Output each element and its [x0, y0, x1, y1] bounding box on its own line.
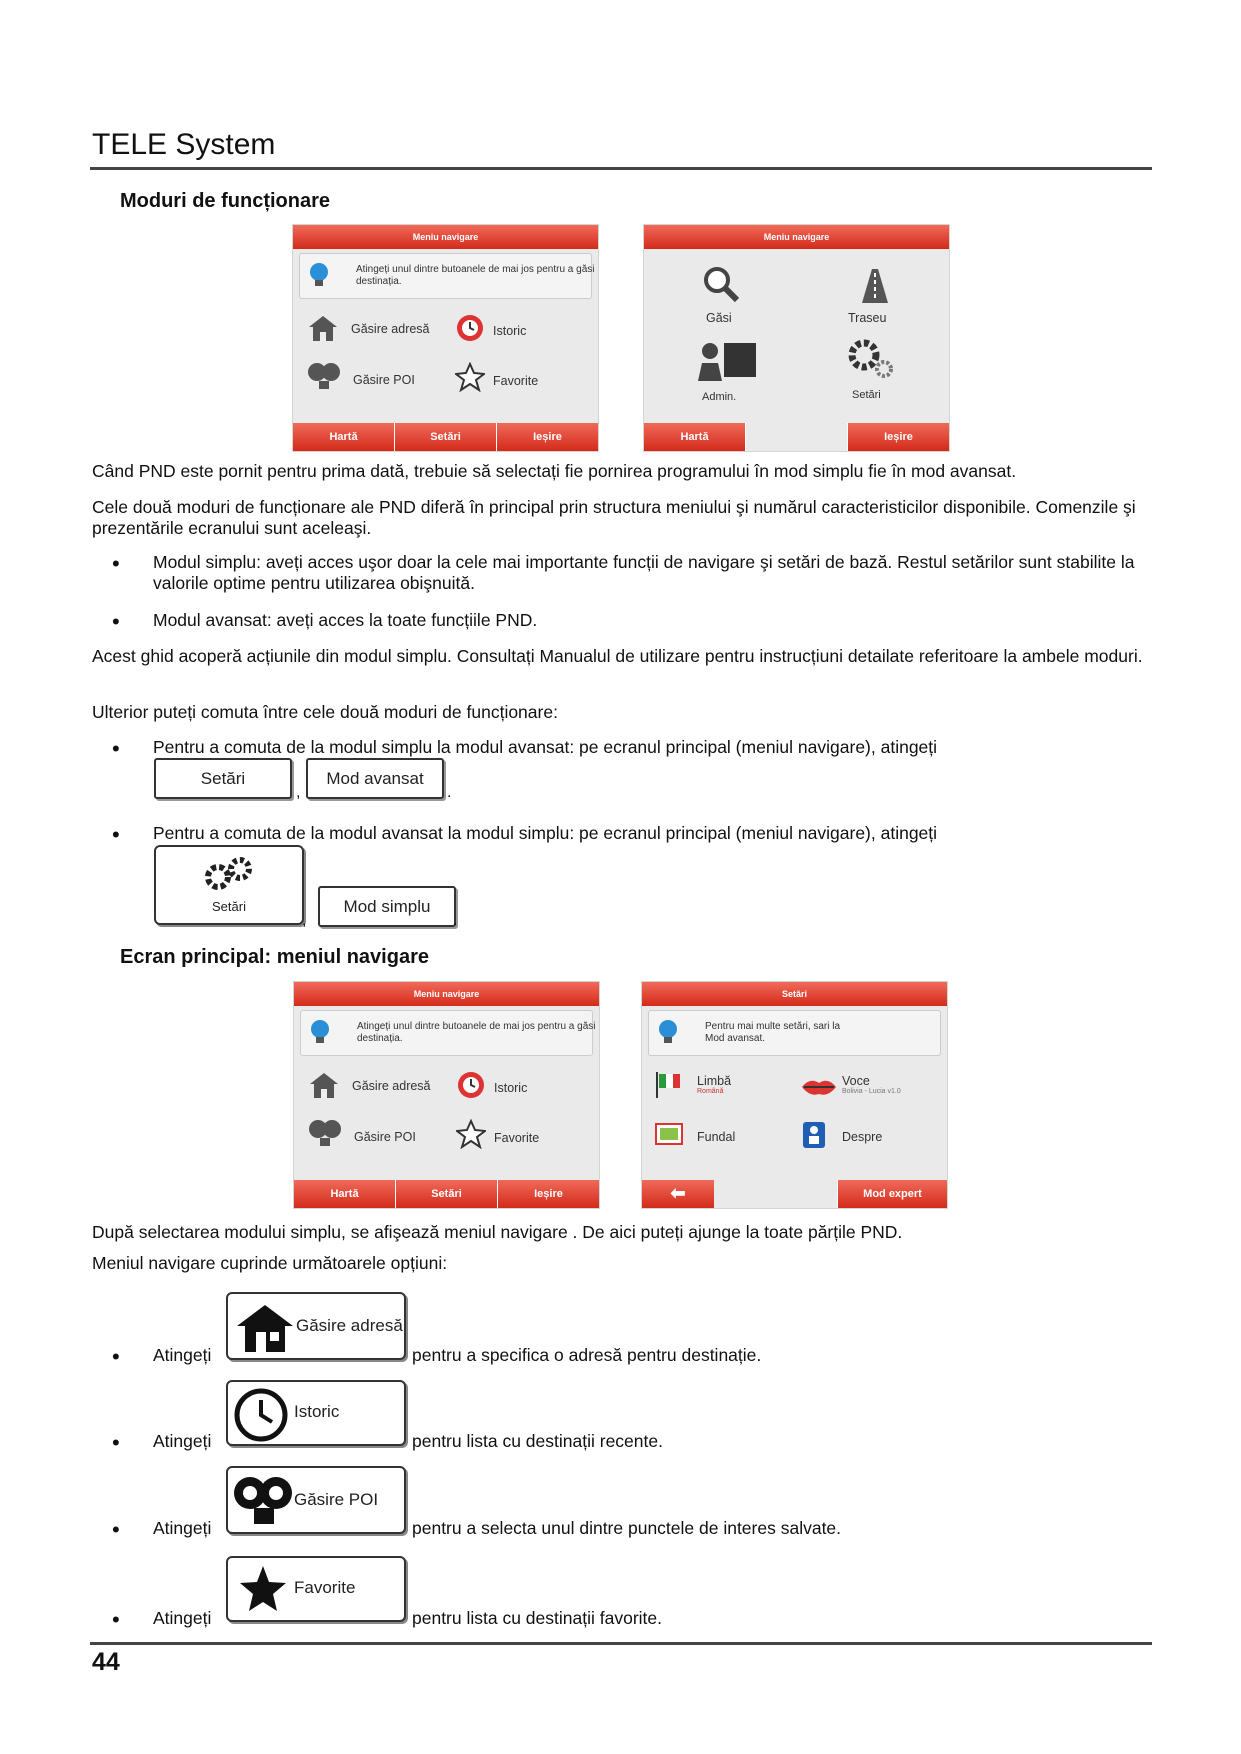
info-text: Atingeți unul dintre butoanele de mai jos pentru a găsi destinația.: [356, 264, 595, 287]
poi-icon: [307, 361, 341, 391]
menu-item-route: Traseu: [848, 311, 887, 325]
about-icon: [800, 1120, 828, 1150]
lightbulb-icon: [657, 1019, 679, 1045]
house-icon: [308, 1070, 340, 1100]
screenshot-settings-menu: [641, 981, 948, 1209]
lightbulb-icon: [308, 262, 330, 288]
footer-gap: [745, 423, 847, 451]
footer-settings: Setări: [395, 1180, 497, 1208]
list-item-simple-to-advanced: Pentru a comuta de la modul simplu la modul avansat: pe ecranul principal (meniul navigare), atingeți: [153, 737, 938, 757]
back-arrow-icon: ⬅: [642, 1180, 714, 1208]
paragraph-modes-difference: Cele două moduri de funcționare ale PND diferă în principal prin structura meniului şi numărul caracteristicilor disponibile. Comenzile şi prezentările ecranului sunt aceleaşi.: [92, 497, 1136, 538]
option-pre: Atingeți: [153, 1518, 212, 1538]
screen-footer: [644, 423, 949, 451]
info-text: Atingeți unul dintre butoanele de mai jos pentru a găsi destinația.: [357, 1021, 596, 1044]
bullet: •: [112, 822, 120, 847]
bullet: •: [112, 1517, 120, 1542]
option-pre: Atingeți: [153, 1608, 212, 1628]
gears-icon: [844, 337, 896, 381]
language-value: Română: [697, 1088, 724, 1095]
clock-icon: [234, 1388, 288, 1442]
info-box: [299, 253, 595, 299]
bullet: •: [112, 609, 120, 634]
menu-item-find: Găsi: [706, 311, 732, 325]
section-title-modes: Moduri de funcționare: [120, 190, 330, 212]
admin-icon: [694, 337, 760, 383]
history-button[interactable]: [226, 1380, 406, 1446]
footer-exit: Ieșire: [847, 423, 949, 451]
menu-item-voice: Voce: [842, 1074, 870, 1088]
screen-footer: [642, 1180, 947, 1208]
screen-title: Setări: [642, 982, 947, 1006]
screen-footer: [293, 423, 598, 451]
info-box: [648, 1010, 941, 1056]
menu-item-language: Limbă: [697, 1074, 732, 1088]
menu-item-find-poi: Găsire POI: [353, 373, 415, 387]
page-number: 44: [92, 1648, 120, 1676]
separator-comma: ,: [296, 784, 301, 801]
settings-icon-button[interactable]: [154, 845, 304, 925]
bullet: •: [112, 736, 120, 761]
footer-gap: [714, 1180, 837, 1208]
menu-item-favorites: Favorite: [494, 1131, 540, 1145]
option-pre: Atingeți: [153, 1345, 212, 1365]
house-icon: [234, 1302, 296, 1354]
footer-exit: Ieșire: [496, 423, 598, 451]
voice-value: Bolivia - Lucia v1.0: [842, 1088, 901, 1095]
favorites-button[interactable]: [226, 1556, 406, 1622]
simple-mode-button[interactable]: Mod simplu: [318, 886, 456, 927]
menu-item-find-address: Găsire adresă: [351, 322, 430, 336]
paragraph-menu-options: Meniul navigare cuprinde următoarele opțiuni:: [92, 1253, 448, 1273]
route-icon: [854, 265, 894, 305]
footer-rule: [90, 1642, 1152, 1645]
header-rule: [90, 167, 1152, 170]
menu-item-find-address: Găsire adresă: [352, 1079, 431, 1093]
footer-map: Hartă: [330, 1188, 359, 1200]
section-title-main-screen: Ecran principal: meniul navigare: [120, 946, 429, 968]
menu-item-history: Istoric: [494, 1081, 528, 1095]
magnifier-icon: [702, 265, 740, 303]
option-post: pentru lista cu destinații favorite.: [412, 1608, 662, 1628]
settings-button[interactable]: Setări: [154, 758, 292, 799]
menu-item-find-poi: Găsire POI: [354, 1130, 416, 1144]
screen-footer: [294, 1180, 599, 1208]
button-label: Istoric: [294, 1402, 340, 1421]
advanced-mode-button[interactable]: Mod avansat: [306, 758, 444, 799]
menu-item-settings: Setări: [852, 389, 881, 401]
screen-title: Meniu navigare: [293, 225, 598, 249]
house-icon: [307, 313, 339, 343]
separator-period: .: [453, 912, 458, 929]
screen-title: Meniu navigare: [294, 982, 599, 1006]
screenshot-navigation-menu: [293, 981, 600, 1209]
bullet: •: [112, 1607, 120, 1632]
background-icon: [654, 1120, 686, 1148]
paragraph-after-selection: După selectarea modului simplu, se afişează meniul navigare . De aici puteți ajunge la toate părțile PND.: [92, 1222, 903, 1242]
footer-settings: Setări: [394, 423, 496, 451]
button-label: Găsire adresă: [296, 1316, 403, 1335]
bullet: •: [112, 551, 120, 576]
menu-item-history: Istoric: [493, 324, 527, 338]
poi-icon: [232, 1474, 296, 1528]
poi-icon: [308, 1118, 342, 1148]
info-text: Pentru mai multe setări, sari la Mod avansat.: [705, 1021, 841, 1044]
page-header-title: TELE System: [92, 128, 276, 161]
footer-map: Hartă: [329, 431, 358, 443]
star-icon: [238, 1564, 288, 1614]
paragraph-guide-scope: Acest ghid acoperă acțiunile din modul simplu. Consultați Manualul de utilizare pentru instrucțiuni detailate referitoare la ambele moduri.: [92, 646, 1143, 666]
screenshot-navigation-menu-advanced: [643, 224, 950, 452]
star-icon: [455, 362, 485, 392]
lips-icon: [800, 1076, 838, 1098]
option-post: pentru a specifica o adresă pentru destinație.: [412, 1345, 762, 1365]
star-icon: [456, 1119, 486, 1149]
button-label: Favorite: [294, 1578, 356, 1597]
settings-icon-label: Setări: [212, 899, 246, 914]
menu-item-admin: Admin.: [702, 391, 737, 403]
option-post: pentru a selecta unul dintre punctele de interes salvate.: [412, 1518, 842, 1538]
bullet: •: [112, 1430, 120, 1455]
bullet: •: [112, 1344, 120, 1369]
footer-exit: Ieșire: [497, 1180, 599, 1208]
option-post: pentru lista cu destinații recente.: [412, 1431, 663, 1451]
paragraph-switch-modes: Ulterior puteți comuta între cele două moduri de funcționare:: [92, 702, 558, 722]
info-box: [300, 1010, 596, 1056]
footer-expert-mode: Mod expert: [837, 1180, 947, 1208]
menu-item-about: Despre: [842, 1130, 883, 1144]
menu-item-background: Fundal: [697, 1130, 736, 1144]
find-poi-button[interactable]: [226, 1466, 406, 1534]
separator-period: .: [447, 784, 452, 801]
find-address-button[interactable]: [226, 1292, 406, 1360]
button-label: Găsire POI: [294, 1490, 379, 1509]
history-icon: [455, 313, 485, 343]
list-item-simple-mode: Modul simplu: aveți acces uşor doar la cele mai importante funcții de navigare şi setări de bază. Restul setărilor sunt stabilite la valorile optime pentru utilizarea obişnuită.: [153, 552, 1135, 593]
paragraph-first-start: Când PND este pornit pentru prima dată, trebuie să selectați fie pornirea programului în mod simplu fie în mod avansat.: [92, 461, 1017, 481]
lightbulb-icon: [309, 1019, 331, 1045]
gears-icon: [200, 855, 258, 893]
option-pre: Atingeți: [153, 1431, 212, 1451]
history-icon: [456, 1070, 486, 1100]
screen-title: Meniu navigare: [644, 225, 949, 249]
list-item-advanced-mode: Modul avansat: aveți acces la toate funcțiile PND.: [153, 610, 538, 630]
footer-map: Hartă: [680, 431, 709, 443]
flag-icon: [654, 1070, 684, 1100]
screenshot-navigation-menu-simple: [292, 224, 599, 452]
separator-comma: ,: [302, 912, 307, 929]
list-item-advanced-to-simple: Pentru a comuta de la modul avansat la modul simplu: pe ecranul principal (meniul navigare), atingeți: [153, 823, 938, 843]
menu-item-favorites: Favorite: [493, 374, 539, 388]
